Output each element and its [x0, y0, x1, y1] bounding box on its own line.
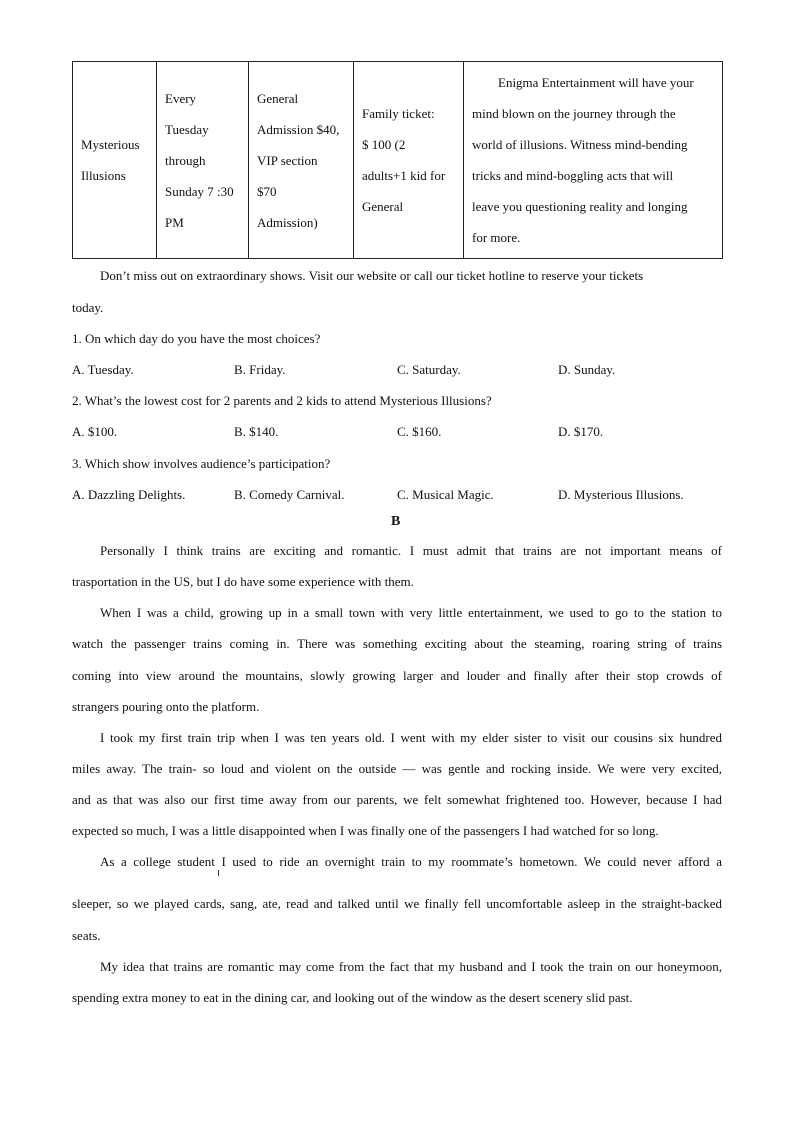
option-c: C. $160.	[397, 424, 442, 439]
option-b: B. $140.	[234, 424, 279, 439]
cell-line: $ 100 (2	[362, 137, 406, 152]
cell-line: for more.	[472, 230, 521, 245]
option-b: B. Friday.	[234, 362, 286, 377]
cell-line: Admission)	[257, 214, 318, 230]
cell-line: General	[362, 199, 404, 214]
paragraph-line: I took my first train trip when I was ten years old. I went with my elder sister to visit our cousins six hundred	[100, 730, 722, 745]
description-cell	[464, 62, 723, 259]
cell-line: adults+1 kid for	[362, 168, 446, 183]
cell-line: Admission $40,	[257, 121, 340, 137]
closing-line: today.	[72, 300, 104, 315]
cell-line	[472, 67, 716, 98]
cell-line: through	[165, 152, 206, 168]
show-table	[72, 61, 723, 259]
paragraph-line: When I was a child, growing up in a small town with very little entertainment, we used to go to the station to	[100, 605, 722, 620]
paragraph-line: As a college student I used to ride an overnight train to my roommate’s hometown. We could never afford a	[100, 854, 722, 869]
cell-line: Sunday 7 :30	[165, 183, 234, 199]
cell-line: world of illusions. Witness mind-bending	[472, 137, 688, 152]
option-b: B. Comedy Carnival.	[234, 487, 345, 502]
paragraph-line: trasportation in the US, but I do have some experience with them.	[72, 574, 414, 589]
cell-line: Mysterious	[81, 137, 140, 152]
price-cell	[249, 62, 354, 259]
option-d: D. $170.	[558, 424, 604, 439]
option-d: D. Sunday.	[558, 362, 616, 377]
table-row	[73, 62, 723, 259]
stray-mark	[218, 870, 219, 876]
question-text: 3. Which show involves audience’s participation?	[72, 456, 331, 471]
cell-line: $70	[257, 183, 277, 199]
cell-text: Enigma Entertainment will have your	[498, 75, 694, 90]
cell-line: PM	[165, 214, 184, 230]
paragraph-line: seats.	[72, 928, 101, 943]
option-a: A. Dazzling Delights.	[72, 487, 186, 502]
paragraph-line: sleeper, so we played cards, sang, ate, read and talked until we finally fell uncomfortable asleep in the straight-backed	[72, 896, 722, 911]
paragraph-line: watch the passenger trains coming in. There was something exciting about the steaming, roaring string of trains	[72, 636, 722, 651]
cell-line: tricks and mind-boggling acts that will	[472, 168, 674, 183]
option-a: A. $100.	[72, 424, 118, 439]
option-c: C. Musical Magic.	[397, 487, 494, 502]
paragraph-line: miles away. The train- so loud and violent on the outside — was gentle and rocking inside. We were very excited,	[72, 761, 722, 776]
option-a: A. Tuesday.	[72, 362, 134, 377]
cell-line: General	[257, 90, 299, 106]
paragraph-line: coming into view around the mountains, slowly growing larger and louder and finally after their stop crowds of	[72, 668, 722, 683]
cell-line: mind blown on the journey through the	[472, 106, 676, 121]
paragraph-line: strangers pouring onto the platform.	[72, 699, 260, 714]
cell-line: leave you questioning reality and longing	[472, 199, 688, 214]
cell-line: Illusions	[81, 168, 126, 183]
question-text: 1. On which day do you have the most choices?	[72, 331, 321, 346]
option-c: C. Saturday.	[397, 362, 461, 377]
paragraph-line: spending extra money to eat in the dining car, and looking out of the window as the desert scenery slid past.	[72, 990, 633, 1005]
paragraph-line: and as that was also our first time away from our parents, we felt somewhat frightened too. However, because I had	[72, 792, 722, 807]
cell-line: Every	[165, 90, 197, 106]
paragraph-line: My idea that trains are romantic may come from the fact that my husband and I took the train on our honeymoon,	[100, 959, 722, 974]
option-d: D. Mysterious Illusions.	[558, 487, 684, 502]
question-text: 2. What’s the lowest cost for 2 parents and 2 kids to attend Mysterious Illusions?	[72, 393, 492, 408]
paragraph-line: expected so much, I was a little disappointed when I was finally one of the passengers I had watched for so long.	[72, 823, 659, 838]
cell-line: VIP section	[257, 152, 318, 168]
cell-line: Tuesday	[165, 121, 209, 137]
show-name-cell	[73, 62, 157, 259]
section-heading: B	[391, 514, 401, 529]
show-time-cell	[157, 62, 249, 259]
family-ticket-cell	[354, 62, 464, 259]
cell-line: Family ticket:	[362, 106, 435, 121]
closing-line: Don’t miss out on extraordinary shows. Visit our website or call our ticket hotline to reserve your tickets	[100, 268, 644, 283]
paragraph-line: Personally I think trains are exciting and romantic. I must admit that trains are not important means of	[100, 543, 722, 558]
